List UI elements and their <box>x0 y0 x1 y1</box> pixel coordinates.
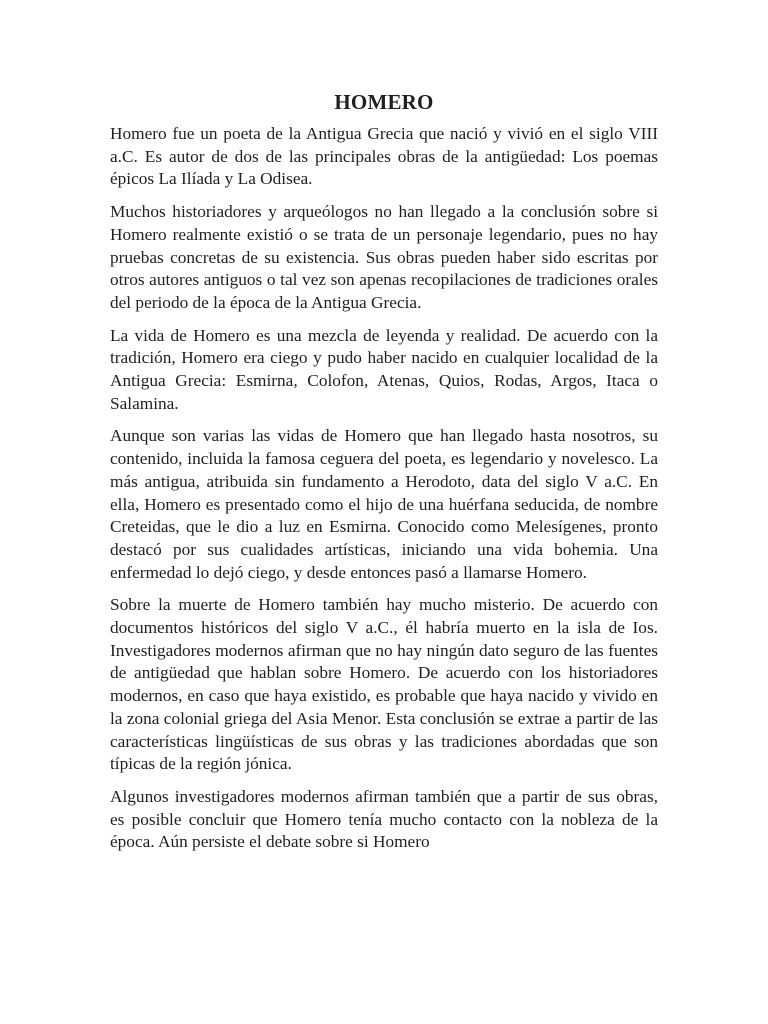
document-title: HOMERO <box>334 90 434 114</box>
paragraph-biographies: Aunque son varias las vidas de Homero que han llegado hasta nosotros, su contenido, incluida la famosa ceguera del poeta, es legendario y novelesco. La más antigua, atribuida sin fundamento a Herodoto, data del siglo V a.C. En ella, Homero es presentado como el hijo de una huérfana seducida, de nombre Creteidas, que le dio a luz en Esmirna. Conocido como Melesígenes, pronto destacó por sus cualidades artísticas, iniciando una vida bohemia. Una enfermedad lo dejó ciego, y desde entonces pasó a llamarse Homero. <box>110 426 658 582</box>
paragraph-life: La vida de Homero es una mezcla de leyenda y realidad. De acuerdo con la tradición, Homero era ciego y pudo haber nacido en cualquier localidad de la Antigua Grecia: Esmirna, Colofon, Atenas, Quios, Rodas, Argos, Itaca o Salamina. <box>110 325 658 413</box>
paragraph-intro: Homero fue un poeta de la Antigua Grecia que nació y vivió en el siglo VIII a.C. Es autor de dos de las principales obras de la antigüedad: Los poemas épicos La Ilíada y La Odisea. <box>110 124 658 189</box>
paragraph-death: Sobre la muerte de Homero también hay mucho misterio. De acuerdo con documentos históricos del siglo V a.C., él habría muerto en la isla de Ios. Investigadores modernos afirman que no hay ningún dato seguro de las fuentes de antigüedad que hablan sobre Homero. De acuerdo con los historiadores modernos, en caso que haya existido, es probable que haya nacido y vivido en la zona colonial griega del Asia Menor. Esta conclusión se extrae a partir de las características lingüísticas de sus obras y las tradiciones abordadas que son típicas de la región jónica. <box>110 595 658 774</box>
paragraph-nobility: Algunos investigadores modernos afirman también que a partir de sus obras, es posible concluir que Homero tenía mucho contacto con la nobleza de la época. Aún persiste el debate sobre si Homero <box>110 786 658 852</box>
paragraph-existence: Muchos historiadores y arqueólogos no han llegado a la conclusión sobre si Homero realmente existió o se trata de un personaje legendario, pues no hay pruebas concretas de su existencia. Sus obras pueden haber sido escritas por otros autores antiguos o tal vez son apenas recopilaciones de tradiciones orales del periodo de la época de la Antigua Grecia. <box>110 202 658 312</box>
document-page <box>110 88 658 854</box>
